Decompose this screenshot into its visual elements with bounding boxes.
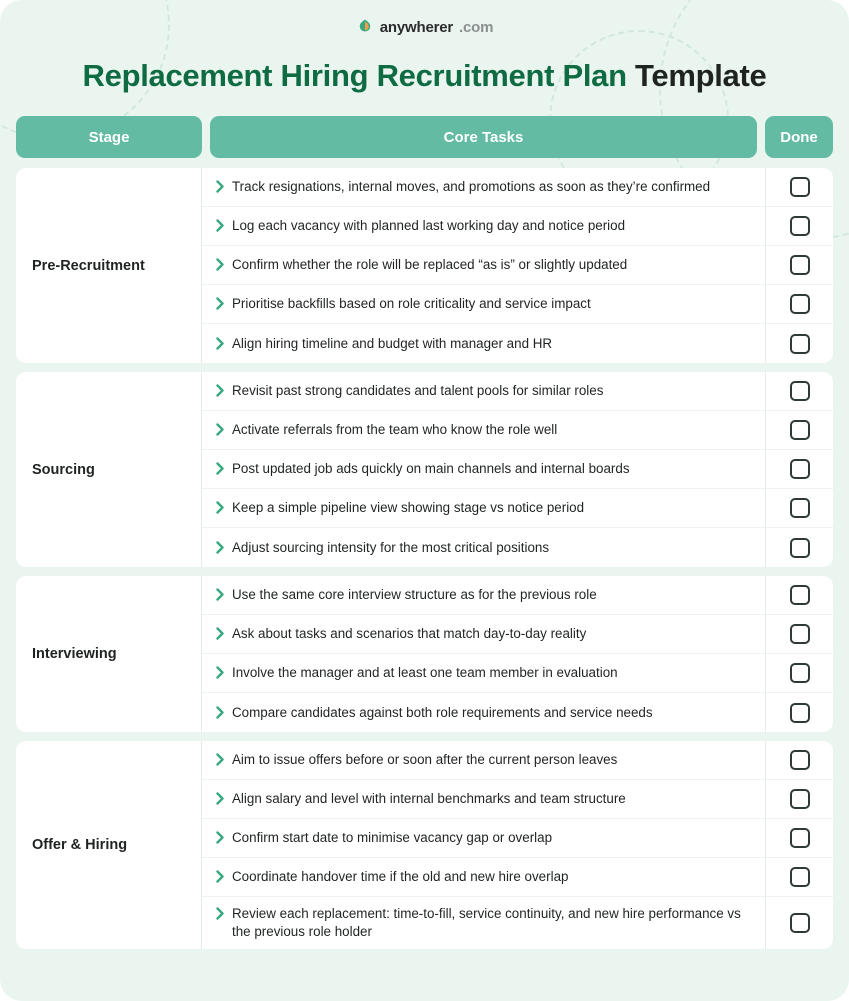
task-label: Use the same core interview structure as for the previous role (232, 587, 597, 603)
stage-label: Sourcing (16, 372, 202, 567)
done-checkbox[interactable] (790, 750, 810, 770)
table-row (202, 450, 833, 489)
done-cell (765, 168, 833, 206)
task-text-cell (202, 578, 765, 612)
task-label: Review each replacement: time-to-fill, service continuity, and new hire performance vs the previous role holder (232, 906, 741, 940)
brand-suffix: .com (459, 18, 494, 36)
task-text-cell (202, 209, 765, 243)
task-label: Confirm start date to minimise vacancy gap or overlap (232, 830, 553, 846)
task-text-cell (202, 491, 765, 525)
task-label: Confirm whether the role will be replaced “as is” or slightly updated (232, 257, 628, 273)
done-cell (765, 615, 833, 653)
task-label: Track resignations, internal moves, and promotions as soon as they’re confirmed (232, 179, 711, 195)
done-checkbox[interactable] (790, 216, 810, 236)
table-row (202, 654, 833, 693)
table-row (202, 372, 833, 411)
chevron-right-icon (216, 753, 225, 766)
done-cell (765, 411, 833, 449)
task-label: Keep a simple pipeline view showing stage vs notice period (232, 500, 585, 516)
table-row (202, 411, 833, 450)
table-row (202, 489, 833, 528)
done-cell (765, 693, 833, 732)
task-text-cell (202, 897, 765, 949)
task-text-cell (202, 743, 765, 777)
done-cell (765, 372, 833, 410)
done-checkbox[interactable] (790, 867, 810, 887)
chevron-right-icon (216, 831, 225, 844)
done-checkbox[interactable] (790, 913, 810, 933)
stage-label: Interviewing (16, 576, 202, 732)
stage-group (16, 168, 833, 363)
done-checkbox[interactable] (790, 381, 810, 401)
stage-group (16, 576, 833, 732)
chevron-right-icon (216, 423, 225, 436)
done-cell (765, 858, 833, 896)
stage-group (16, 741, 833, 949)
done-cell (765, 285, 833, 323)
task-text-cell (202, 617, 765, 651)
chevron-right-icon (216, 258, 225, 271)
page-title-plain: Template (626, 58, 767, 93)
task-text-cell (202, 327, 765, 361)
task-text-cell (202, 452, 765, 486)
table-row (202, 741, 833, 780)
done-cell (765, 324, 833, 363)
done-cell (765, 897, 833, 949)
chevron-right-icon (216, 384, 225, 397)
table-row (202, 615, 833, 654)
header-stage: Stage (16, 116, 202, 158)
task-label: Align hiring timeline and budget with manager and HR (232, 335, 553, 351)
leaf-logo-icon (356, 18, 374, 36)
done-checkbox[interactable] (790, 177, 810, 197)
task-list (202, 372, 833, 567)
chevron-right-icon (216, 792, 225, 805)
done-cell (765, 576, 833, 614)
done-checkbox[interactable] (790, 538, 810, 558)
task-text-cell (202, 374, 765, 408)
done-cell (765, 450, 833, 488)
done-cell (765, 207, 833, 245)
done-checkbox[interactable] (790, 294, 810, 314)
header-core-tasks: Core Tasks (210, 116, 757, 158)
stage-group (16, 372, 833, 567)
chevron-right-icon (216, 627, 225, 640)
task-text-cell (202, 782, 765, 816)
brand-header (0, 0, 849, 41)
page-title-accent: Replacement Hiring Recruitment Plan (82, 58, 627, 93)
done-checkbox[interactable] (790, 703, 810, 723)
done-cell (765, 246, 833, 284)
chevron-right-icon (216, 907, 225, 920)
done-checkbox[interactable] (790, 585, 810, 605)
task-label: Activate referrals from the team who know the role well (232, 422, 558, 438)
table-row (202, 285, 833, 324)
task-label: Adjust sourcing intensity for the most critical positions (232, 539, 550, 555)
chevron-right-icon (216, 588, 225, 601)
done-checkbox[interactable] (790, 255, 810, 275)
task-label: Coordinate handover time if the old and new hire overlap (232, 869, 569, 885)
task-text-cell (202, 821, 765, 855)
table-row (202, 168, 833, 207)
page-title (0, 57, 849, 94)
checklist-table (16, 116, 833, 949)
task-text-cell (202, 696, 765, 730)
done-checkbox[interactable] (790, 459, 810, 479)
task-label: Align salary and level with internal benchmarks and team structure (232, 791, 626, 807)
chevron-right-icon (216, 870, 225, 883)
done-cell (765, 489, 833, 527)
done-cell (765, 819, 833, 857)
chevron-right-icon (216, 501, 225, 514)
chevron-right-icon (216, 666, 225, 679)
task-text-cell (202, 656, 765, 690)
done-checkbox[interactable] (790, 624, 810, 644)
task-label: Involve the manager and at least one team member in evaluation (232, 665, 618, 681)
chevron-right-icon (216, 541, 225, 554)
task-list (202, 576, 833, 732)
brand-name: anywherer (379, 18, 454, 36)
done-checkbox[interactable] (790, 334, 810, 354)
task-text-cell (202, 531, 765, 565)
task-label: Prioritise backfills based on role criticality and service impact (232, 296, 591, 312)
table-row (202, 858, 833, 897)
task-label: Post updated job ads quickly on main channels and internal boards (232, 461, 630, 477)
table-row (202, 324, 833, 363)
table-row (202, 897, 833, 949)
done-cell (765, 654, 833, 692)
chevron-right-icon (216, 180, 225, 193)
table-row (202, 780, 833, 819)
table-body (16, 168, 833, 949)
chevron-right-icon (216, 706, 225, 719)
table-row (202, 528, 833, 567)
task-text-cell (202, 860, 765, 894)
task-label: Compare candidates against both role requirements and service needs (232, 704, 653, 720)
stage-label: Pre-Recruitment (16, 168, 202, 363)
chevron-right-icon (216, 337, 225, 350)
chevron-right-icon (216, 462, 225, 475)
table-row (202, 207, 833, 246)
done-checkbox[interactable] (790, 828, 810, 848)
chevron-right-icon (216, 297, 225, 310)
chevron-right-icon (216, 219, 225, 232)
done-checkbox[interactable] (790, 420, 810, 440)
table-row (202, 246, 833, 285)
done-checkbox[interactable] (790, 789, 810, 809)
stage-label: Offer & Hiring (16, 741, 202, 949)
task-text-cell (202, 413, 765, 447)
header-done: Done (765, 116, 833, 158)
done-checkbox[interactable] (790, 663, 810, 683)
task-text-cell (202, 170, 765, 204)
task-label: Aim to issue offers before or soon after the current person leaves (232, 752, 618, 768)
table-row (202, 819, 833, 858)
task-list (202, 168, 833, 363)
task-text-cell (202, 248, 765, 282)
task-text-cell (202, 287, 765, 321)
done-cell (765, 780, 833, 818)
table-row (202, 693, 833, 732)
table-row (202, 576, 833, 615)
task-list (202, 741, 833, 949)
task-label: Log each vacancy with planned last working day and notice period (232, 218, 626, 234)
table-header-row (16, 116, 833, 158)
done-cell (765, 528, 833, 567)
task-label: Ask about tasks and scenarios that match day-to-day reality (232, 626, 587, 642)
task-label: Revisit past strong candidates and talent pools for similar roles (232, 383, 604, 399)
done-cell (765, 741, 833, 779)
done-checkbox[interactable] (790, 498, 810, 518)
